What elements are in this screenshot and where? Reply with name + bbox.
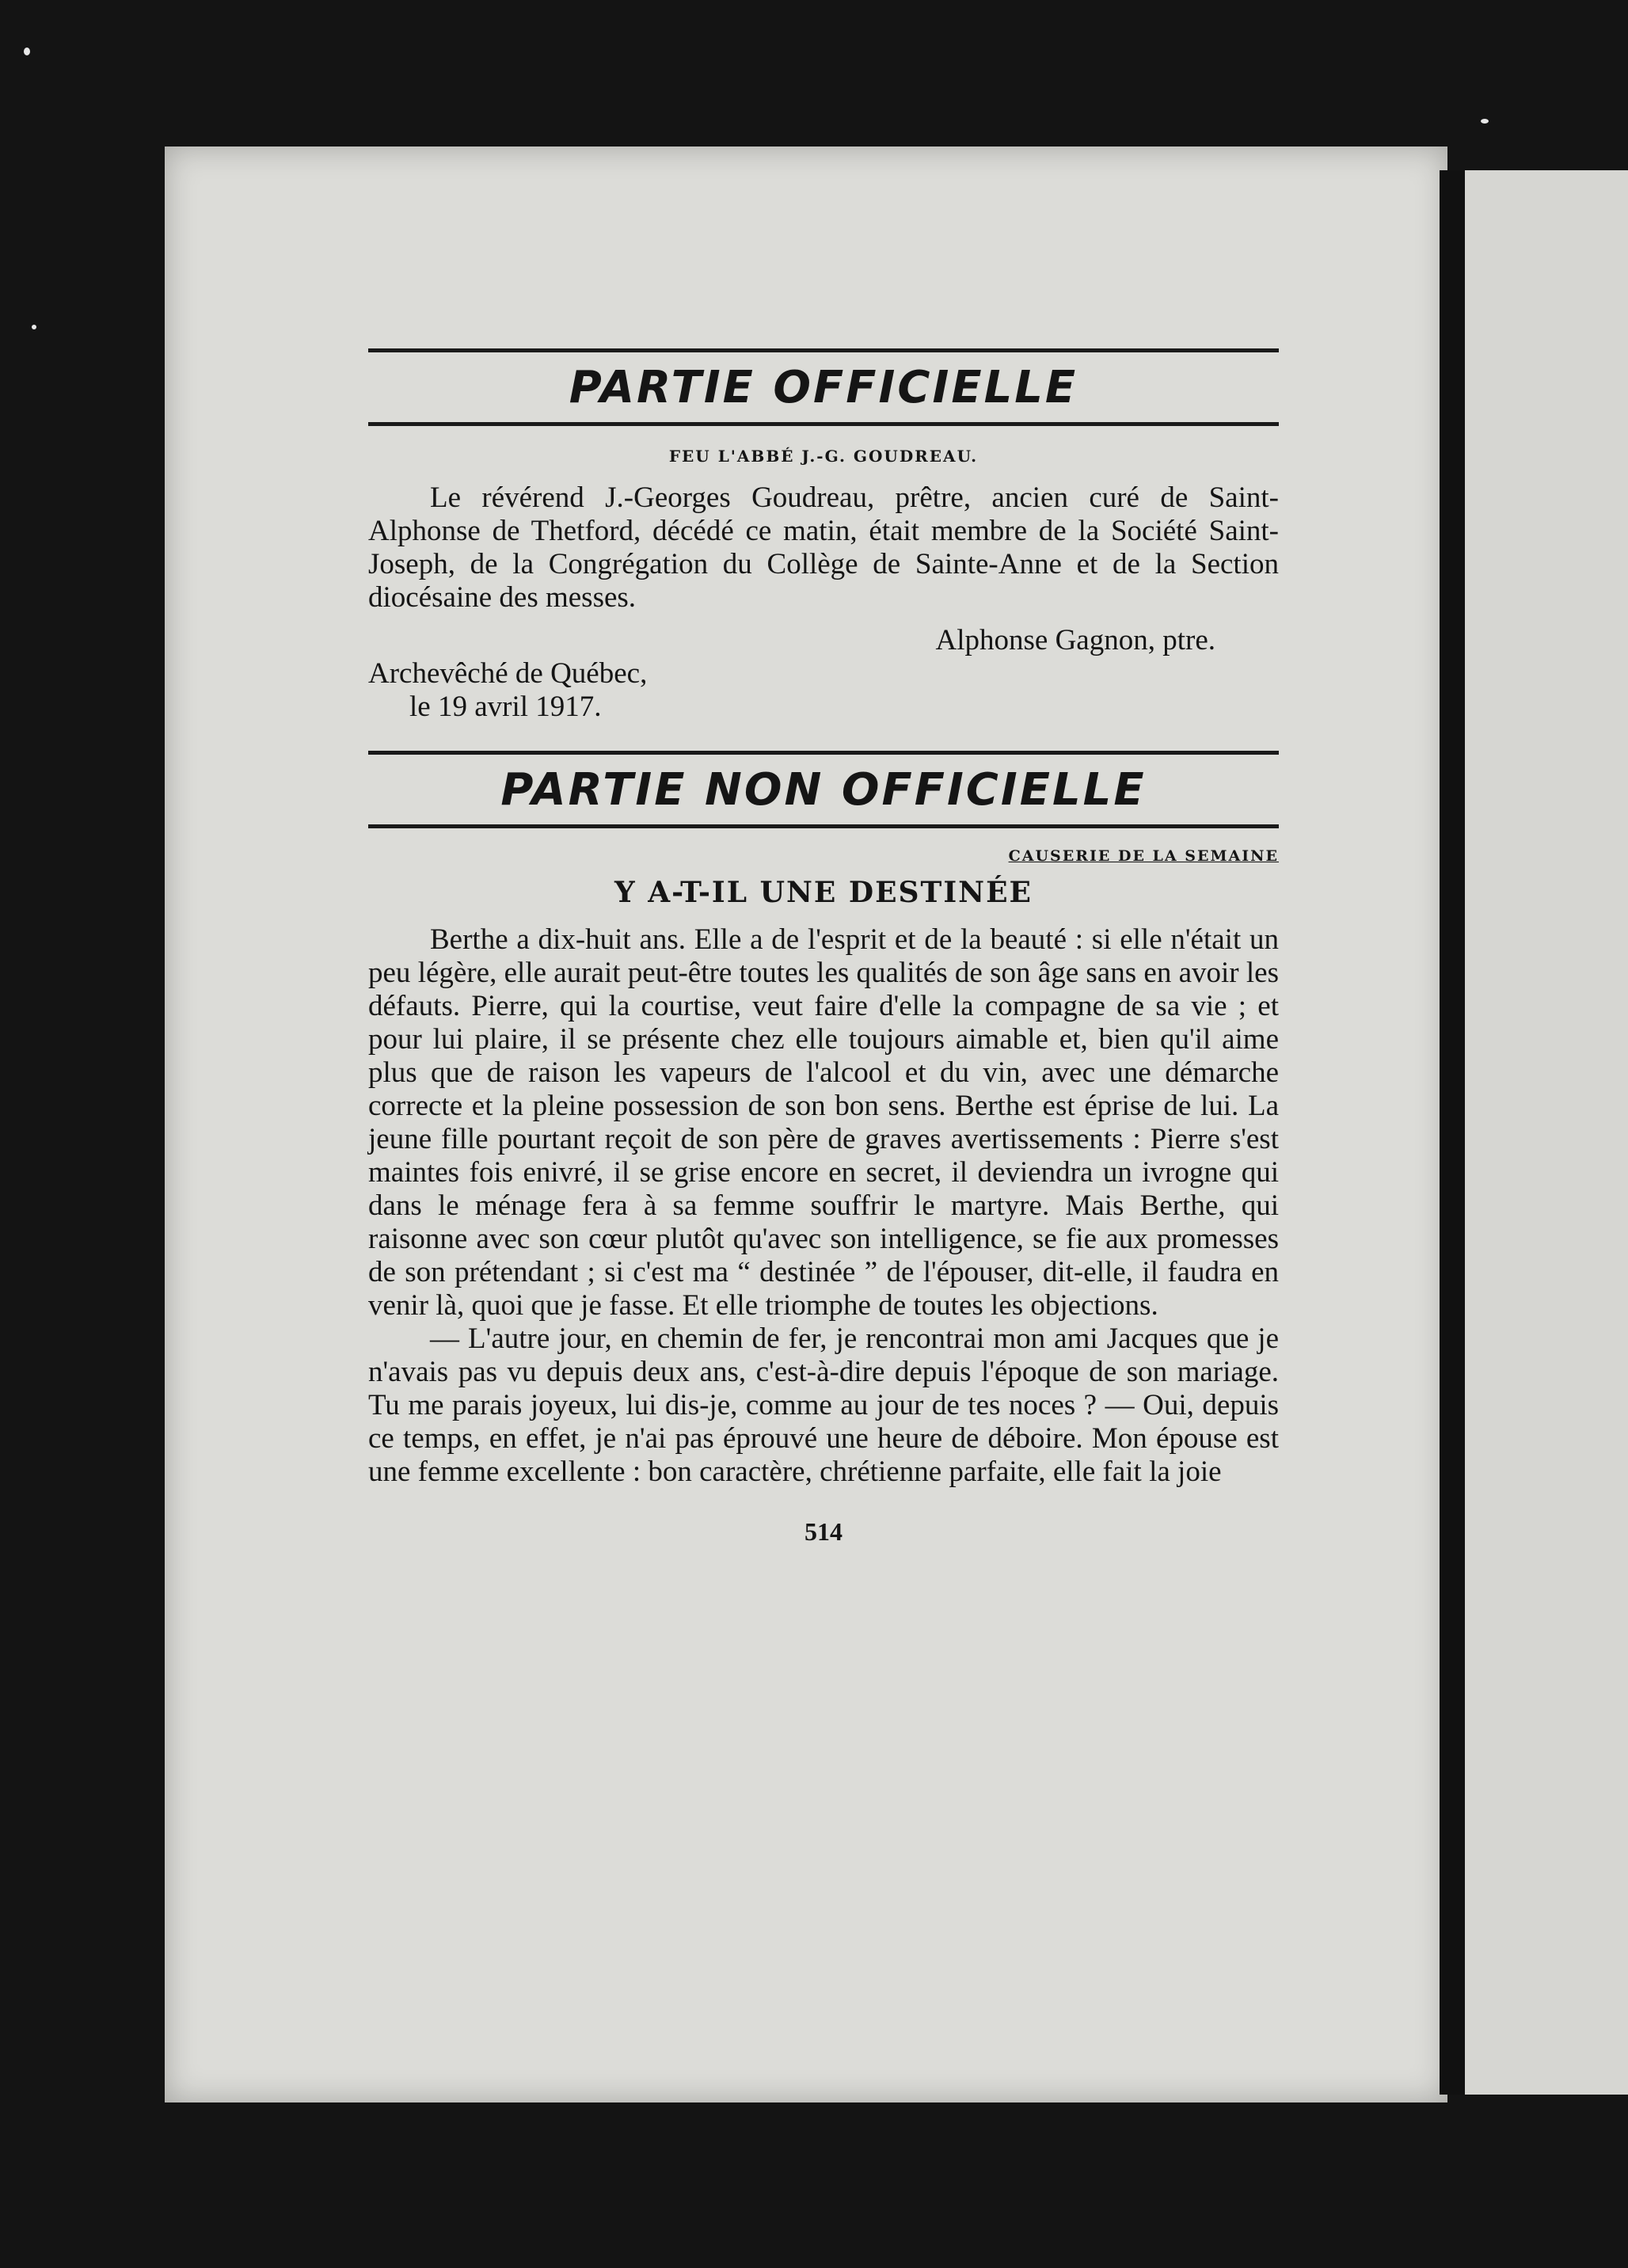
signature: Alphonse Gagnon, ptre. bbox=[935, 624, 1215, 656]
page-number: 514 bbox=[804, 1517, 843, 1546]
official-bottom-rule bbox=[368, 422, 1279, 426]
unofficial-section-title: PARTIE NON OFFICIELLE bbox=[500, 764, 1147, 816]
page-content bbox=[368, 348, 1279, 1547]
film-speck bbox=[32, 325, 36, 329]
film-speck bbox=[1481, 119, 1489, 124]
film-speck bbox=[24, 48, 30, 55]
top-rule bbox=[368, 348, 1279, 352]
notice-heading: FEU L'ABBÉ J.-G. GOUDREAU. bbox=[668, 447, 979, 466]
notice-place: Archevêché de Québec, bbox=[368, 657, 648, 690]
article-paragraph: Berthe a dix-huit ans. Elle a de l'esprit et de la beauté : si elle n'était un peu légère, elle aurait peut-être toutes les qualités de son âge sans en avoir les défauts. Pierre, qui la courtise, veut faire d'elle la compagne de sa vie ; et pour lui plaire, il se présente chez elle toujours aimable et, bien qu'il aime plus que de raison les vapeurs de l'alcool et du vin, avec une démarche correcte et la pleine possession de son bon sens. Berthe est éprise de lui. La jeune fille pourtant reçoit de son père de graves avertissements : Pierre s'est maintes fois enivré, il se grise encore en secret, il deviendra un ivrogne qui dans le ménage fera à sa femme souffrir le martyre. Mais Berthe, qui raisonne avec son cœur plutôt qu'avec son intelligence, se fie aux promesses de son prétendant ; si c'est ma “ destinée ” de l'épouser, dit-elle, il faudra en venir là, quoi que je fasse. Et elle triomphe de toutes les objections. bbox=[368, 923, 1279, 1322]
notice-date: le 19 avril 1917. bbox=[409, 691, 602, 723]
rubric: CAUSERIE DE LA SEMAINE bbox=[1008, 847, 1279, 865]
gutter bbox=[1440, 170, 1465, 2095]
article-title: Y A-T-IL UNE DESTINÉE bbox=[614, 876, 1033, 909]
notice-body: Le révérend J.-Georges Goudreau, prêtre, ancien curé de Saint-Alphonse de Thetford, décédé ce matin, était membre de la Société Saint-Joseph, de la Congrégation du Collège de Sainte-Anne et de la Section diocésaine des messes. bbox=[368, 481, 1279, 614]
article-paragraph: — L'autre jour, en chemin de fer, je rencontrai mon ami Jacques que je n'avais pas vu depuis deux ans, c'est-à-dire depuis l'époque de son mariage. Tu me parais joyeux, lui dis-je, comme au jour de tes noces ? — Oui, depuis ce temps, en effet, je n'ai pas éprouvé une heure de déboire. Mon épouse est une femme excellente : bon caractère, chrétienne parfaite, elle fait la joie bbox=[368, 1322, 1279, 1488]
unofficial-bottom-rule bbox=[368, 824, 1279, 828]
unofficial-top-rule bbox=[368, 751, 1279, 755]
adjacent-page bbox=[1465, 170, 1628, 2095]
official-section-title: PARTIE OFFICIELLE bbox=[569, 362, 1078, 413]
